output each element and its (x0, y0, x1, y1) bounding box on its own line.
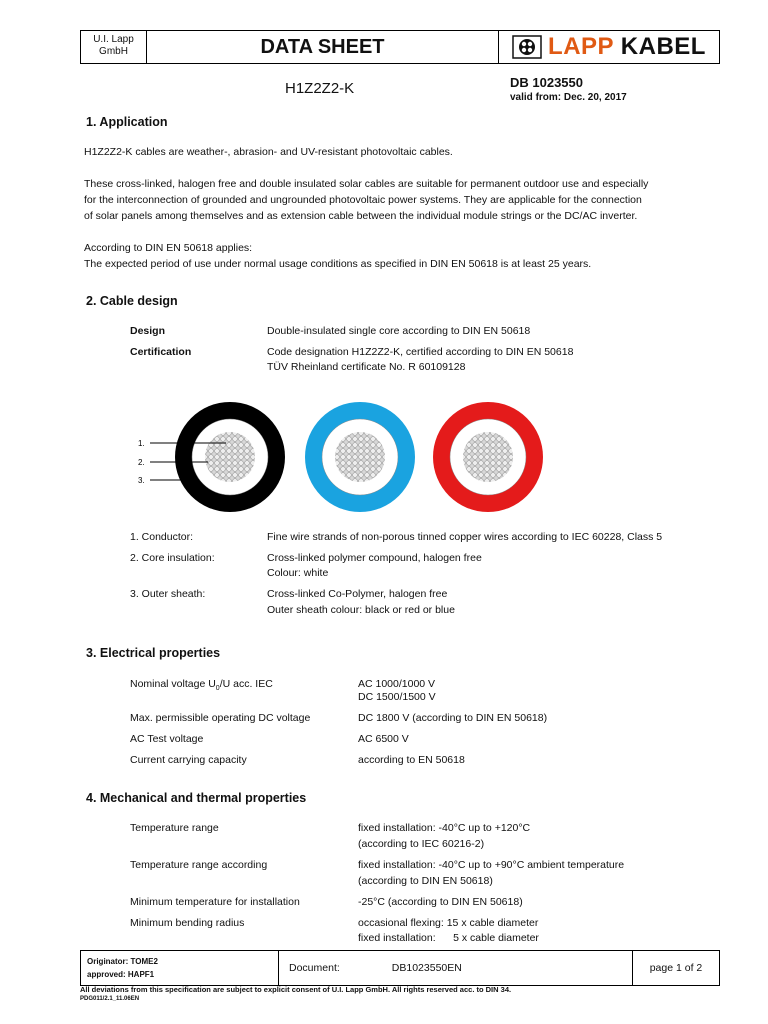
max-dc-voltage-value: DC 1800 V (according to DIN EN 50618) (358, 712, 548, 724)
section1-p2a: These cross-linked, halogen free and double insulated solar cables are suitable for permanent outdoor use and especially (84, 178, 649, 190)
callout-3: 3. (138, 476, 145, 485)
cable-logo-icon (512, 35, 542, 59)
part-core-insulation-value-2: Colour: white (267, 567, 329, 579)
valid-from: valid from: Dec. 20, 2017 (510, 92, 627, 103)
callout-2: 2. (138, 458, 145, 467)
page-number: page 1 of 2 (649, 962, 703, 974)
part-conductor-label: 1. Conductor: (130, 531, 194, 543)
design-value: Double-insulated single core according to DIN EN 50618 (267, 325, 531, 337)
min-bending-radius-value-1: occasional flexing: 15 x cable diameter (358, 917, 539, 929)
min-install-temp-value: -25°C (according to DIN EN 50618) (358, 896, 523, 908)
certification-label: Certification (130, 346, 192, 358)
product-title: H1Z2Z2-K (285, 80, 355, 97)
brand-kabel: KABEL (620, 33, 706, 60)
temp-range-according-label: Temperature range according (130, 859, 268, 871)
footer-document-cell (279, 951, 633, 985)
current-capacity-value: according to EN 50618 (358, 754, 465, 766)
part-core-insulation-label: 2. Core insulation: (130, 552, 215, 564)
originator: Originator: TOME2 (87, 957, 158, 966)
certification-value-2: TÜV Rheinland certificate No. R 60109128 (267, 361, 466, 373)
certification-value-1: Code designation H1Z2Z2-K, certified according to DIN EN 50618 (267, 346, 574, 358)
part-core-insulation-value: Cross-linked polymer compound, halogen free (267, 552, 482, 564)
db-number: DB 1023550 (510, 75, 583, 90)
nominal-voltage-ac: AC 1000/1000 V (358, 678, 436, 690)
nominal-voltage-label: Nominal voltage $U_0/U$ acc. IEC (130, 678, 273, 693)
min-bending-radius-value-2: fixed installation: 5 x cable diameter (358, 932, 539, 944)
form-code: PDG011/2.1_11.06EN (80, 996, 140, 1002)
section1-p3b: The expected period of use under normal usage conditions as specified in DIN EN 50618 is at least 25 years. (84, 258, 592, 270)
temp-range-according-value-1: fixed installation: -40°C up to +90°C ambient temperature (358, 859, 625, 871)
design-label: Design (130, 325, 166, 337)
document-value: DB1023550EN (391, 962, 462, 974)
section1-title: 1. Application (86, 115, 168, 129)
brand-lapp: LAPP (548, 33, 614, 60)
temp-range-according-value-2: (according to DIN EN 50618) (358, 875, 493, 887)
section4-title: 4. Mechanical and thermal properties (86, 791, 307, 805)
header-table (80, 30, 720, 64)
section1-p1: H1Z2Z2-K cables are weather-, abrasion- and UV-resistant photovoltaic cables. (84, 146, 453, 158)
section1-p2c: of solar panels among themselves and as extension cable between the individual module strings or the DC/AC inverter. (84, 210, 638, 222)
black-cable (175, 402, 285, 512)
nominal-voltage-dc: DC 1500/1500 V (358, 691, 436, 703)
part-outer-sheath-label: 3. Outer sheath: (130, 588, 206, 600)
part-outer-sheath-value: Cross-linked Co-Polymer, halogen free (267, 588, 448, 600)
brand-logo (499, 31, 719, 63)
disclaimer: All deviations from this specification are subject to explicit consent of U.I. Lapp GmbH. All rights reserved acc. to DIN 34. (80, 985, 512, 994)
footer-table (80, 950, 720, 986)
red-cable (433, 402, 543, 512)
min-bending-radius-label: Minimum bending radius (130, 917, 245, 929)
ac-test-voltage-value: AC 6500 V (358, 733, 409, 745)
temp-range-value-1: fixed installation: -40°C up to +120°C (358, 822, 531, 834)
current-capacity-label: Current carrying capacity (130, 754, 247, 766)
min-install-temp-label: Minimum temperature for installation (130, 896, 300, 908)
blue-cable (305, 402, 415, 512)
section1-p3a: According to DIN EN 50618 applies: (84, 242, 253, 254)
temp-range-value-2: (according to IEC 60216-2) (358, 838, 485, 850)
company-name: U.I. Lapp GmbH (81, 31, 147, 63)
cable-diagram (130, 400, 560, 520)
part-outer-sheath-value-2: Outer sheath colour: black or red or blue (267, 604, 455, 616)
approved: approved: HAPF1 (87, 970, 155, 979)
section2-title: 2. Cable design (86, 294, 178, 308)
callout-1: 1. (138, 439, 145, 448)
footer-originator-cell (81, 951, 279, 985)
ac-test-voltage-label: AC Test voltage (130, 733, 204, 745)
document-label: Document: (289, 962, 340, 974)
section1-p2b: for the interconnection of grounded and ungrounded photovoltaic power systems. They are applicable for the connection (84, 194, 642, 206)
section3-title: 3. Electrical properties (86, 646, 221, 660)
doc-type: DATA SHEET (147, 31, 499, 63)
max-dc-voltage-label: Max. permissible operating DC voltage (130, 712, 311, 724)
temp-range-label: Temperature range (130, 822, 219, 834)
part-conductor-value: Fine wire strands of non-porous tinned copper wires according to IEC 60228, Class 5 (267, 531, 663, 543)
